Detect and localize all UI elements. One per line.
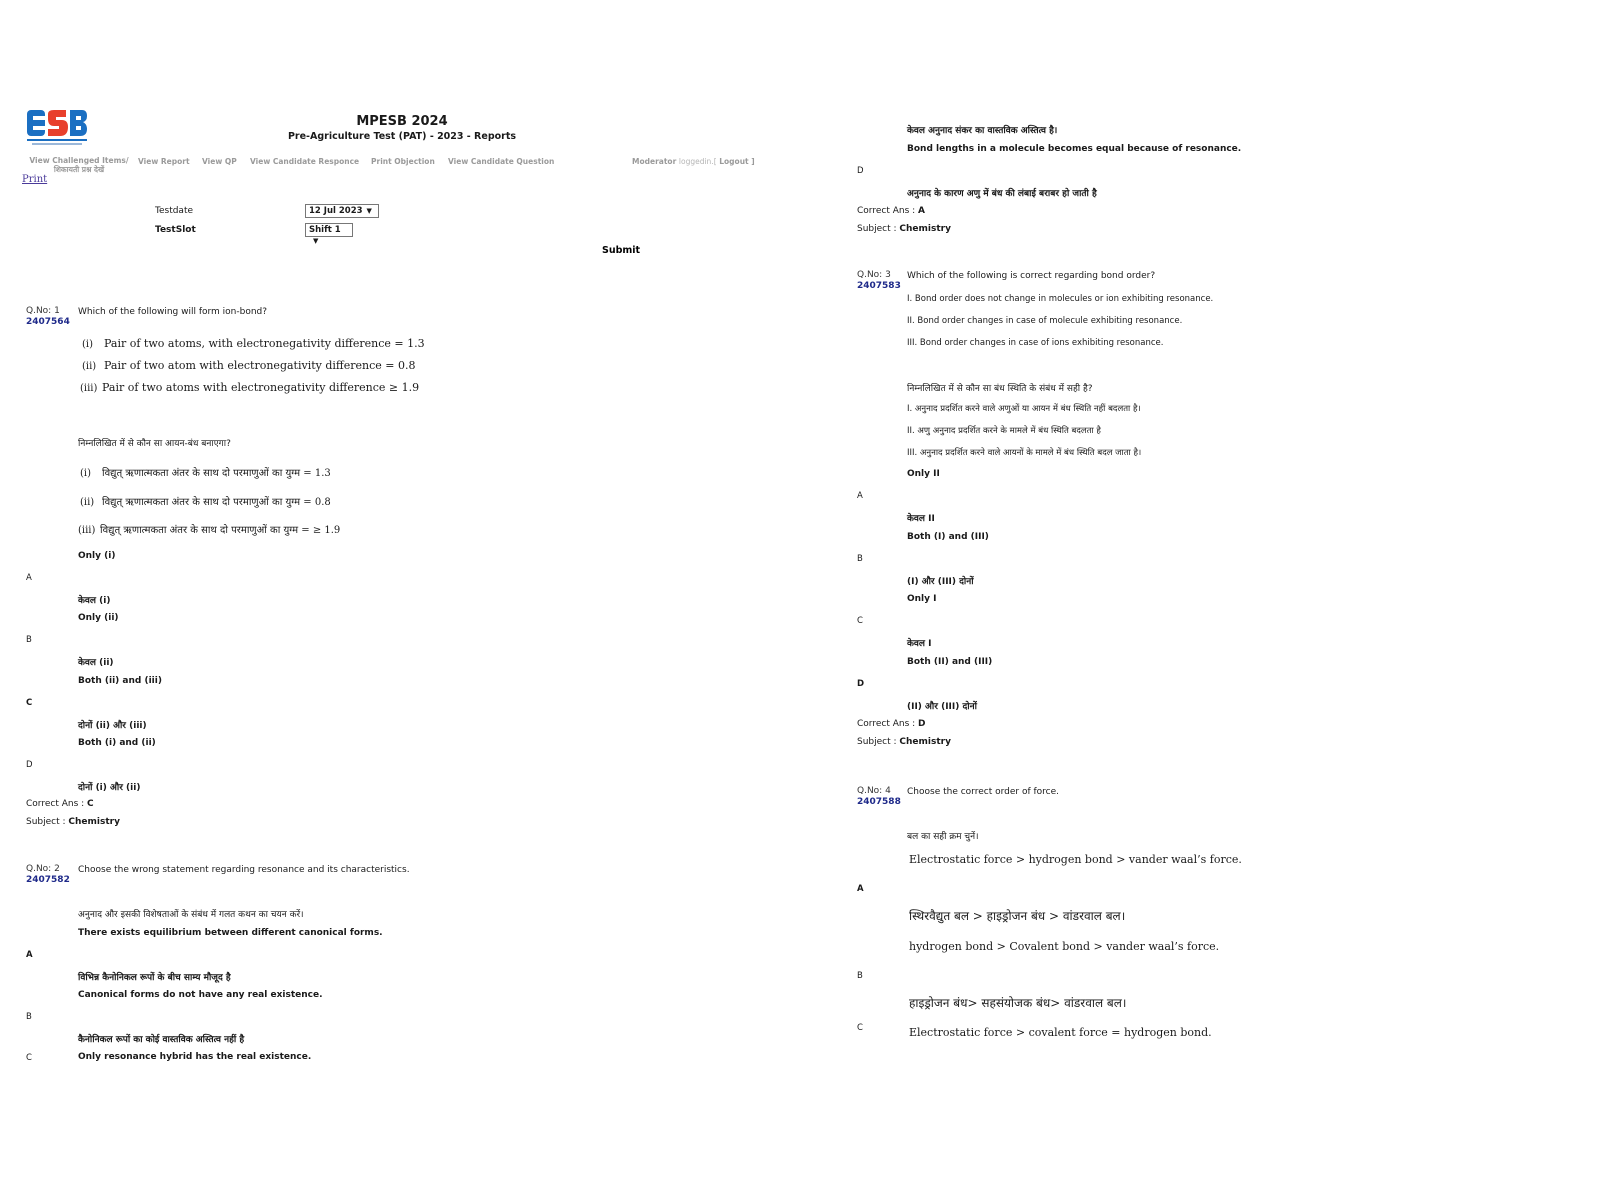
logged-in-text: loggedin.[: [678, 157, 717, 166]
q3-subject: [857, 737, 951, 747]
subject-value: Chemistry: [68, 817, 120, 827]
q1-option-a-letter: A: [26, 573, 32, 583]
q2-option-a-letter: A: [26, 950, 33, 960]
q3-id: 2407583: [857, 281, 901, 291]
q2-text-en: Choose the wrong statement regarding resonance and its characteristics.: [78, 865, 410, 875]
q4-option-b-en: hydrogen bond > Covalent bond > vander waal’s force.: [909, 940, 1220, 953]
chevron-down-icon: ▼: [366, 207, 372, 215]
testslot-select[interactable]: [305, 223, 353, 245]
q3-option-c-letter: C: [857, 616, 863, 626]
q3-header: [857, 270, 901, 292]
q2-option-d-letter: D: [857, 166, 864, 176]
q2-option-b-hi: कैनोनिकल रूपों का कोई वास्तविक अस्तित्व नहीं है: [78, 1035, 245, 1045]
right-column: [830, 0, 1608, 1179]
subject-prefix: Subject :: [26, 817, 66, 827]
testslot-label: TestSlot: [155, 225, 196, 235]
q2-text-hi: अनुनाद और इसकी विशेषताओं के संबंध में गलत कथन का चयन करें।: [78, 910, 304, 920]
q1-number: Q.No: 1: [26, 306, 60, 316]
row-text: विद्युत् ऋणात्मकता अंतर के साथ दो परमाणुओं का युग्म = ≥ 1.9: [100, 525, 341, 536]
correct-prefix: Correct Ans :: [26, 799, 85, 809]
q2-option-c-hi: केवल अनुनाद संकर का वास्तविक अस्तित्व है।: [907, 126, 1058, 136]
correct-prefix: Correct Ans :: [857, 719, 916, 729]
q4-text-en: Choose the correct order of force.: [907, 787, 1060, 797]
q1-row-hi-1: [80, 465, 331, 479]
nav-view-challenged-items[interactable]: [28, 156, 130, 174]
report-title-block: [232, 114, 572, 143]
q1-option-c-letter: C: [26, 698, 33, 708]
q4-option-c-en: Electrostatic force > covalent force = hydrogen bond.: [909, 1026, 1212, 1039]
correct-prefix: Correct Ans :: [857, 206, 916, 216]
row-number: (ii): [82, 361, 97, 372]
nav-challenged-label-en: View Challenged Items/: [29, 156, 129, 165]
q1-option-b-letter: B: [26, 635, 32, 645]
q4-option-c-letter: C: [857, 1023, 863, 1033]
q2-number: Q.No: 2: [26, 864, 60, 874]
q1-option-a-hi: केवल (i): [78, 596, 111, 606]
q2-correct-answer: [857, 206, 925, 216]
nav-view-candidate-response[interactable]: View Candidate Responce: [250, 157, 360, 166]
q4-text-hi: बल का सही क्रम चुनें।: [907, 832, 979, 842]
nav-challenged-label-hi: शिकायती प्रश्न देखें: [53, 165, 105, 174]
q3-option-b-en: Both (I) and (III): [907, 532, 989, 542]
q1-option-d-hi: दोनों (i) और (ii): [78, 783, 141, 793]
q1-subject: [26, 817, 120, 827]
submit-button[interactable]: Submit: [602, 245, 641, 256]
q1-option-b-en: Only (ii): [78, 613, 119, 623]
subject-prefix: Subject :: [857, 224, 897, 234]
logout-link[interactable]: Logout: [719, 157, 749, 166]
nav-view-qp[interactable]: View QP: [202, 157, 237, 166]
testdate-label: Testdate: [155, 206, 194, 216]
nav-view-candidate-question[interactable]: View Candidate Question: [448, 157, 555, 166]
q3-statement-en-2: II. Bond order changes in case of molecule exhibiting resonance.: [907, 316, 1183, 326]
subject-value: Chemistry: [899, 737, 951, 747]
nav-bar: [28, 156, 788, 174]
q2-option-a-en: There exists equilibrium between different canonical forms.: [78, 928, 383, 938]
bracket-close: ]: [751, 157, 755, 166]
row-text: Pair of two atoms with electronegativity difference ≥ 1.9: [102, 381, 420, 394]
q4-option-b-letter: B: [857, 971, 863, 981]
q4-option-a-hi: स्थिरवैद्युत बल > हाइड्रोजन बंध > वांडरवाल बल।: [909, 909, 1126, 923]
subject-value: Chemistry: [899, 224, 951, 234]
q2-header: [26, 864, 70, 886]
q4-id: 2407588: [857, 797, 901, 807]
print-link[interactable]: Print: [22, 174, 48, 185]
q1-row-en-3: [80, 381, 419, 394]
row-number: (ii): [80, 497, 95, 508]
q3-option-b-hi: (I) और (III) दोनों: [907, 577, 974, 587]
q1-header: [26, 306, 70, 328]
q1-option-c-en: Both (ii) and (iii): [78, 676, 162, 686]
q3-text-hi: निम्नलिखित में से कौन सा बंध स्थिति के संबंध में सही है?: [907, 384, 1093, 394]
testdate-value: 12 Jul 2023: [309, 206, 363, 216]
moderator-status: [632, 157, 755, 166]
row-number: (i): [82, 339, 94, 350]
correct-value: D: [918, 719, 926, 729]
q3-option-b-letter: B: [857, 554, 863, 564]
q3-option-d-en: Both (II) and (III): [907, 657, 993, 667]
q3-number: Q.No: 3: [857, 270, 891, 280]
q3-statement-hi-1: I. अनुनाद प्रदर्शित करने वाले अणुओं या आयन में बंध स्थिति नहीं बदलता है।: [907, 404, 1141, 414]
page-title: MPESB 2024: [356, 114, 448, 129]
q1-option-b-hi: केवल (ii): [78, 658, 114, 668]
q1-id: 2407564: [26, 317, 70, 327]
correct-value: C: [87, 799, 94, 809]
row-text: Pair of two atoms, with electronegativity difference = 1.3: [104, 337, 425, 350]
q1-text-en: Which of the following will form ion-bond?: [78, 307, 268, 317]
q2-option-b-letter: B: [26, 1012, 32, 1022]
q2-option-a-hi: विभिन्न कैनोनिकल रूपों के बीच साम्य मौजूद है: [78, 973, 231, 983]
q3-statement-hi-2: II. अणु अनुनाद प्रदर्शित करने के मामले में बंध स्थिति बदलता है: [907, 426, 1101, 436]
q2-subject: [857, 224, 951, 234]
q2-option-c-letter: C: [26, 1053, 32, 1063]
q3-text-en: Which of the following is correct regarding bond order?: [907, 271, 1156, 281]
q1-correct-answer: [26, 799, 94, 809]
q2-option-b-en: Canonical forms do not have any real existence.: [78, 990, 323, 1000]
q1-text-hi: निम्नलिखित में से कौन सा आयन-बंध बनाएगा?: [78, 439, 231, 449]
q1-option-a-en: Only (i): [78, 551, 116, 561]
q3-statement-en-1: I. Bond order does not change in molecules or ion exhibiting resonance.: [907, 294, 1214, 304]
nav-print-objection[interactable]: Print Objection: [371, 157, 435, 166]
q3-option-a-en: Only II: [907, 469, 940, 479]
esb-logo-icon: [26, 108, 88, 148]
row-text: विद्युत् ऋणात्मकता अंतर के साथ दो परमाणुओं का युग्म = 1.3: [102, 468, 331, 479]
q3-correct-answer: [857, 719, 926, 729]
q4-number: Q.No: 4: [857, 786, 891, 796]
correct-value: A: [918, 206, 925, 216]
testdate-select[interactable]: [305, 204, 379, 218]
q3-statement-en-3: III. Bond order changes in case of ions exhibiting resonance.: [907, 338, 1164, 348]
subject-prefix: Subject :: [857, 737, 897, 747]
q3-option-c-en: Only I: [907, 594, 937, 604]
testslot-value: Shift 1: [309, 225, 341, 235]
page-subtitle: Pre-Agriculture Test (PAT) - 2023 - Reports: [287, 131, 517, 142]
q3-option-d-letter: D: [857, 679, 865, 689]
q4-header: [857, 786, 901, 808]
q3-option-c-hi: केवल I: [907, 639, 932, 649]
q1-row-hi-2: [80, 494, 331, 508]
nav-view-report[interactable]: View Report: [138, 157, 190, 166]
moderator-label: Moderator: [632, 157, 677, 166]
q2-option-d-en: Bond lengths in a molecule becomes equal because of resonance.: [907, 144, 1242, 154]
chevron-down-icon: ▼: [313, 237, 319, 245]
q1-row-hi-3: [78, 522, 340, 536]
q1-option-d-en: Both (i) and (ii): [78, 738, 156, 748]
row-number: (i): [80, 468, 92, 479]
q1-row-en-1: [82, 337, 425, 350]
q4-option-a-letter: A: [857, 884, 864, 894]
row-number: (iii): [78, 525, 96, 536]
q4-option-b-hi: हाइड्रोजन बंध> सहसंयोजक बंध> वांडरवाल बल।: [909, 996, 1127, 1010]
q2-option-d-hi: अनुनाद के कारण अणु में बंध की लंबाई बराबर हो जाती है: [907, 189, 1097, 199]
q3-option-a-letter: A: [857, 491, 863, 501]
q2-id: 2407582: [26, 875, 70, 885]
q1-option-c-hi: दोनों (ii) और (iii): [78, 721, 147, 731]
q3-statement-hi-3: III. अनुनाद प्रदर्शित करने वाले आयनों के मामले में बंध स्थिति बदल जाता है।: [907, 448, 1142, 458]
q1-option-d-letter: D: [26, 760, 33, 770]
q2-option-c-en: Only resonance hybrid has the real existence.: [78, 1052, 312, 1062]
q1-row-en-2: [82, 359, 415, 372]
q4-option-a-en: Electrostatic force > hydrogen bond > vander waal’s force.: [909, 853, 1242, 866]
row-text: विद्युत् ऋणात्मकता अंतर के साथ दो परमाणुओं का युग्म = 0.8: [102, 497, 331, 508]
q3-option-d-hi: (II) और (III) दोनों: [907, 702, 977, 712]
row-text: Pair of two atom with electronegativity difference = 0.8: [104, 359, 416, 372]
q3-option-a-hi: केवल II: [907, 514, 935, 524]
row-number: (iii): [80, 383, 98, 394]
